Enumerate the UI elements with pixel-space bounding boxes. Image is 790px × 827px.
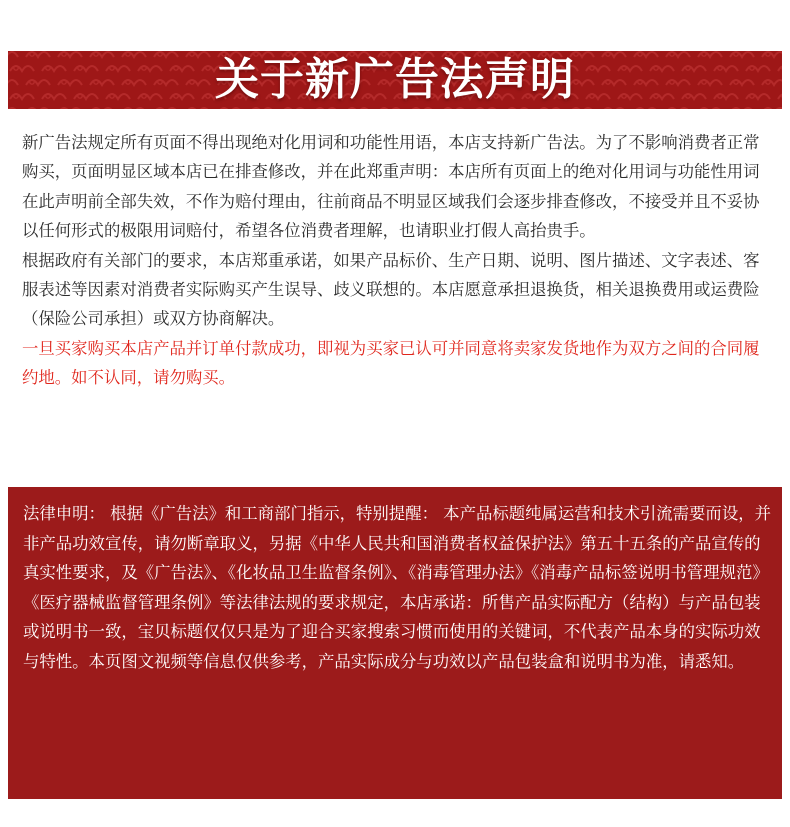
notice-paragraph-ad-law: 新广告法规定所有页面不得出现绝对化用词和功能性用语，本店支持新广告法。为了不影响消费者正常购买，页面明显区域本店已在排查修改，并在此郑重声明：本店所有页面上的绝对化用词与功能性用词在此声明前全部失效，不作为赔付理由，往前商品不明显区域我们会逐步排查修改，不接受并且不妥协以任何形式的极限用词赔付，希望各位消费者理解，也请职业打假人高抬贵手。 (22, 133, 760, 241)
notice-paragraph-commitment: 根据政府有关部门的要求，本店郑重承诺，如果产品标价、生产日期、说明、图片描述、文字表述、客服表述等因素对消费者实际购买产生误导、歧义联想的。本店愿意承担退换货，相关退换费用或运费险（保险公司承担）或双方协商解决。 (22, 250, 760, 329)
notice-paragraph-contract-place: 一旦买家购买本店产品并订单付款成功，即视为买家已认可并同意将卖家发货地作为双方之间的合同履约地。如不认同，请勿购买。 (22, 338, 760, 388)
notice-section (22, 128, 770, 393)
legal-statement-text: 法律申明： 根据《广告法》和工商部门指示，特别提醒： 本产品标题纯属运营和技术引流需要而设，并非产品功效宣传，请勿断章取义，另据《中华人民共和国消费者权益保护法》第五十五条的产品宣传的真实性要求，及《广告法》、《化妆品卫生监督条例》、《消毒管理办法》《消毒产品标签说明书管理规范》《医疗器械监督管理条例》等法律法规的要求规定，本店承诺：所售产品实际配方（结构）与产品包装或说明书一致，宝贝标题仅仅只是为了迎合买家搜索习惯而使用的关键词，不代表产品本身的实际功效与特性。本页图文视频等信息仅供参考，产品实际成分与功效以产品包装盒和说明书为准，请悉知。 (23, 504, 771, 671)
legal-statement-box (8, 487, 782, 799)
page-title: 关于新广告法声明 (215, 54, 575, 105)
title-banner (8, 51, 782, 109)
